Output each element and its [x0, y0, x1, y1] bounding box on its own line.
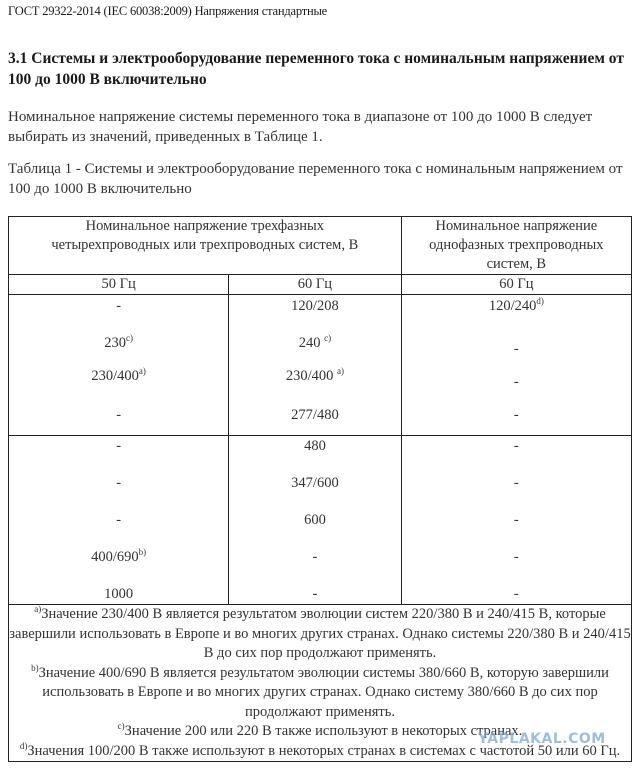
- intro-paragraph: Номинальное напряжение системы переменного тока в диапазоне от 100 до 1000 В следует выбирать из значений, приведенных в Таблице 1.: [8, 109, 593, 145]
- freq-50hz: 50 Гц: [9, 275, 229, 295]
- value-cell: 480: [304, 438, 326, 454]
- value-cell: -: [116, 475, 122, 491]
- header-single-phase: [401, 217, 631, 275]
- value-cell: 277/480: [291, 407, 339, 423]
- value-cell: -: [513, 512, 519, 528]
- value-cell: -: [513, 438, 519, 454]
- value-cell: -: [513, 374, 519, 390]
- value-cell: 230/400$^{a)}$: [91, 366, 146, 384]
- value-cell: -: [513, 586, 519, 602]
- value-cell: -: [513, 549, 519, 565]
- value-cell: 120/208: [291, 298, 339, 314]
- value-cell: -: [513, 341, 519, 357]
- value-cell: 230/400 $^{a)}$: [285, 366, 345, 384]
- footnote-b: $^{b)}$Значение 400/690 В является результатом эволюции системы 380/660 В, которую завершили использовать в Европе и во многих других странах. Однако систему 380/660 В до сих пор продолжают применять.: [31, 662, 609, 720]
- voltage-table: [8, 216, 632, 762]
- footnote-c: $^{c)}$Значение 200 или 220 В также используют в некоторых странах.: [117, 721, 523, 739]
- value-cell: -: [116, 438, 122, 454]
- footnote-a: $^{a)}$Значение 230/400 В является результатом эволюции систем 220/380 В и 240/415 В, которые завершили использовать в Европе и во многих других странах. Однако системы 220/380 В и 240/415 В до сих пор продолжают применять.: [9, 604, 631, 661]
- value-cell: 600: [304, 512, 326, 528]
- freq-60hz-single: 60 Гц: [401, 275, 631, 295]
- freq-60hz: 60 Гц: [229, 275, 401, 295]
- section-title: 3.1 Системы и электрооборудование переменного тока с номинальным напряжением от 100 до 1000 В включительно: [8, 50, 624, 88]
- value-cell: -: [116, 512, 122, 528]
- group2-col-50hz: [9, 436, 229, 605]
- value-cell: 240 $^{c)}$: [298, 333, 332, 351]
- table-caption: Таблица 1 - Системы и электрооборудование переменного тока с номинальным напряжением от 100 до 1000 В включительно: [8, 161, 623, 197]
- value-cell: 1000: [104, 586, 134, 602]
- value-group-1: [9, 295, 632, 436]
- watermark-logo: YAPLAKAL.COM: [478, 731, 606, 747]
- value-cell: 400/690$^{b)}$: [91, 547, 147, 565]
- group2-col-60hz: [229, 436, 401, 605]
- value-cell: -: [312, 549, 318, 565]
- value-cell: 230$^{c)}$: [104, 333, 133, 351]
- value-cell: -: [116, 407, 122, 423]
- value-cell: -: [116, 298, 122, 314]
- value-cell: -: [312, 586, 318, 602]
- group1-col-60hz: [229, 295, 401, 436]
- value-cell: -: [513, 475, 519, 491]
- group1-col-50hz: [9, 295, 229, 436]
- value-cell: 120/240$^{d)}$: [488, 296, 544, 314]
- group1-col-single: [401, 295, 631, 436]
- group2-col-single: [401, 436, 631, 605]
- value-cell: -: [513, 407, 519, 423]
- header-single-phase-text: Номинальное напряжение однофазных трехпроводных систем, В: [429, 218, 604, 272]
- document-header: ГОСТ 29322-2014 (IEC 60038:2009) Напряжения стандартные: [8, 4, 328, 18]
- footnote-d: $^{d)}$Значения 100/200 В также используют в некоторых странах в системах с частотой 50 или 60 Гц.: [19, 740, 621, 759]
- frequency-row: [9, 275, 632, 295]
- header-three-phase: [9, 217, 402, 275]
- value-cell: 347/600: [291, 475, 339, 491]
- header-three-phase-text: Номинальное напряжение трехфазных четырехпроводных или трехпроводных систем, В: [51, 218, 359, 253]
- value-group-2: [9, 436, 632, 605]
- table-header-row: [9, 217, 632, 275]
